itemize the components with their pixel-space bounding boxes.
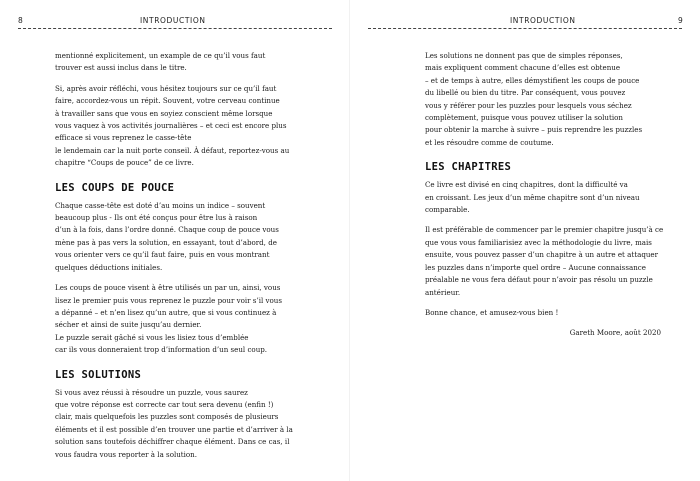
running-header: INTRODUCTION bbox=[140, 16, 206, 25]
text-line: solution sans toutefois déchiffrer chaque élément. Dans ce cas, il bbox=[55, 437, 290, 447]
text-line: du libellé ou bien du titre. Par conséquent, vous pouvez bbox=[425, 88, 626, 98]
header-rule bbox=[18, 28, 332, 29]
text-line: mentionné explicitement, un example de ce qu’il vous faut bbox=[55, 51, 266, 60]
text-line: beaucoup plus - Ils ont été conçus pour être lus à raison bbox=[55, 213, 258, 223]
text-line: Le puzzle serait gâché si vous les lisiez tous d’emblée bbox=[55, 332, 249, 342]
text-line: en croissant. Les jeux d’un même chapitre sont d’un niveau bbox=[425, 192, 640, 202]
text-line: Il est préférable de commencer par le premier chapitre jusqu’à ce bbox=[425, 225, 664, 235]
text-line: a dépanné – et n’en lisez qu’un autre, que si vous continuez à bbox=[55, 307, 277, 317]
paragraph bbox=[425, 50, 661, 149]
text-line: – et de temps à autre, elles démystifient les coups de pouce bbox=[425, 75, 640, 85]
text-line: Si, après avoir réfléchi, vous hésitez toujours sur ce qu’il faut bbox=[55, 83, 277, 93]
text-line: mais expliquent comment chacune d’elles est obtenue bbox=[425, 63, 621, 73]
text-line: préalable ne vous fera défaut pour n’avoir pas résolu un puzzle bbox=[425, 275, 653, 285]
section-heading: LES SOLUTIONS bbox=[55, 368, 142, 381]
section-heading: LES COUPS DE POUCE bbox=[55, 181, 175, 194]
text-line: car ils vous donneraient trop d’information d’un seul coup. bbox=[55, 345, 268, 355]
text-line: le lendemain car la nuit porte conseil. À défaut, reportez-vous au bbox=[55, 145, 290, 155]
text-line: complètement, puisque vous pouvez utiliser la solution bbox=[425, 113, 623, 123]
text-line: trouver est aussi inclus dans le titre. bbox=[55, 63, 187, 73]
section-heading: LES CHAPITRES bbox=[425, 161, 512, 174]
paragraph bbox=[425, 179, 661, 216]
text-line: que vous vous familiarisiez avec la méthodologie du livre, mais bbox=[425, 237, 652, 247]
paragraph bbox=[55, 50, 291, 75]
text-line: Les solutions ne donnent pas que de simples réponses, bbox=[425, 51, 623, 60]
text-line: Les coups de pouce visent à être utilisés un par un, ainsi, vous bbox=[55, 283, 281, 293]
text-line: vous y référer pour les puzzles pour lesquels vous séchez bbox=[425, 100, 632, 110]
text-line: efficace si vous reprenez le casse-tête bbox=[55, 133, 192, 143]
running-header: INTRODUCTION bbox=[510, 16, 576, 25]
paragraph bbox=[425, 224, 664, 298]
text-line: ensuite, vous pouvez passer d’un chapitre à un autre et attaquer bbox=[425, 250, 659, 260]
text-column bbox=[55, 50, 291, 469]
text-line: Chaque casse-tête est doté d’au moins un indice – souvent bbox=[55, 200, 266, 210]
right-page bbox=[350, 0, 700, 481]
text-column bbox=[425, 50, 664, 348]
text-line: vous vaquez à vos activités journalières – et ceci est encore plus bbox=[55, 121, 287, 131]
text-line: pour obtenir la marche à suivre – puis reprendre les puzzles bbox=[425, 125, 643, 135]
text-line: Si vous avez réussi à résoudre un puzzle, vous saurez bbox=[55, 387, 248, 397]
text-line: que votre réponse est correcte car tout sera devenu (enfin !) bbox=[55, 399, 274, 409]
text-line: antérieur. bbox=[425, 287, 461, 297]
text-line: clair, mais quelquefois les puzzles sont composés de plusieurs bbox=[55, 412, 279, 422]
author-signature bbox=[425, 327, 661, 339]
text-line: vous faudra vous reporter à la solution. bbox=[55, 449, 198, 459]
text-line: éléments et il est possible d’en trouver une partie et d’arriver à la bbox=[55, 424, 293, 434]
page-number: 8 bbox=[18, 16, 24, 25]
text-line: chapitre “Coups de pouce” de ce livre. bbox=[55, 158, 194, 168]
text-line: quelques déductions initiales. bbox=[55, 262, 163, 272]
paragraph bbox=[425, 307, 661, 319]
text-line: lisez le premier puis vous reprenez le puzzle pour voir s’il vous bbox=[55, 295, 282, 305]
text-line: mène pas à pas vers la solution, en essayant, tout d’abord, de bbox=[55, 237, 277, 247]
text-line: Ce livre est divisé en cinq chapitres, dont la difficulté va bbox=[425, 180, 628, 190]
text-line: à travailler sans que vous en soyiez conscient même lorsque bbox=[55, 108, 273, 118]
paragraph bbox=[55, 200, 291, 274]
text-line: les puzzles dans n’importe quel ordre – Aucune connaissance bbox=[425, 262, 646, 272]
text-line: d’un à la fois, dans l’ordre donné. Chaque coup de pouce vous bbox=[55, 225, 279, 235]
text-line: Bonne chance, et amusez-vous bien ! bbox=[425, 307, 559, 317]
page-number: 9 bbox=[678, 16, 684, 25]
text-line: et les résoudre comme de coutume. bbox=[425, 137, 554, 147]
text-line: Gareth Moore, août 2020 bbox=[569, 328, 661, 338]
text-line: sécher et ainsi de suite jusqu’au dernier. bbox=[55, 320, 202, 330]
header-rule bbox=[368, 28, 682, 29]
text-line: comparable. bbox=[425, 205, 470, 215]
paragraph bbox=[55, 83, 291, 170]
paragraph bbox=[55, 282, 291, 356]
paragraph bbox=[55, 387, 291, 461]
text-line: faire, accordez-vous un répit. Souvent, votre cerveau continue bbox=[55, 96, 280, 106]
text-line: vous orienter vers ce qu’il faut faire, puis en vous montrant bbox=[55, 250, 270, 260]
